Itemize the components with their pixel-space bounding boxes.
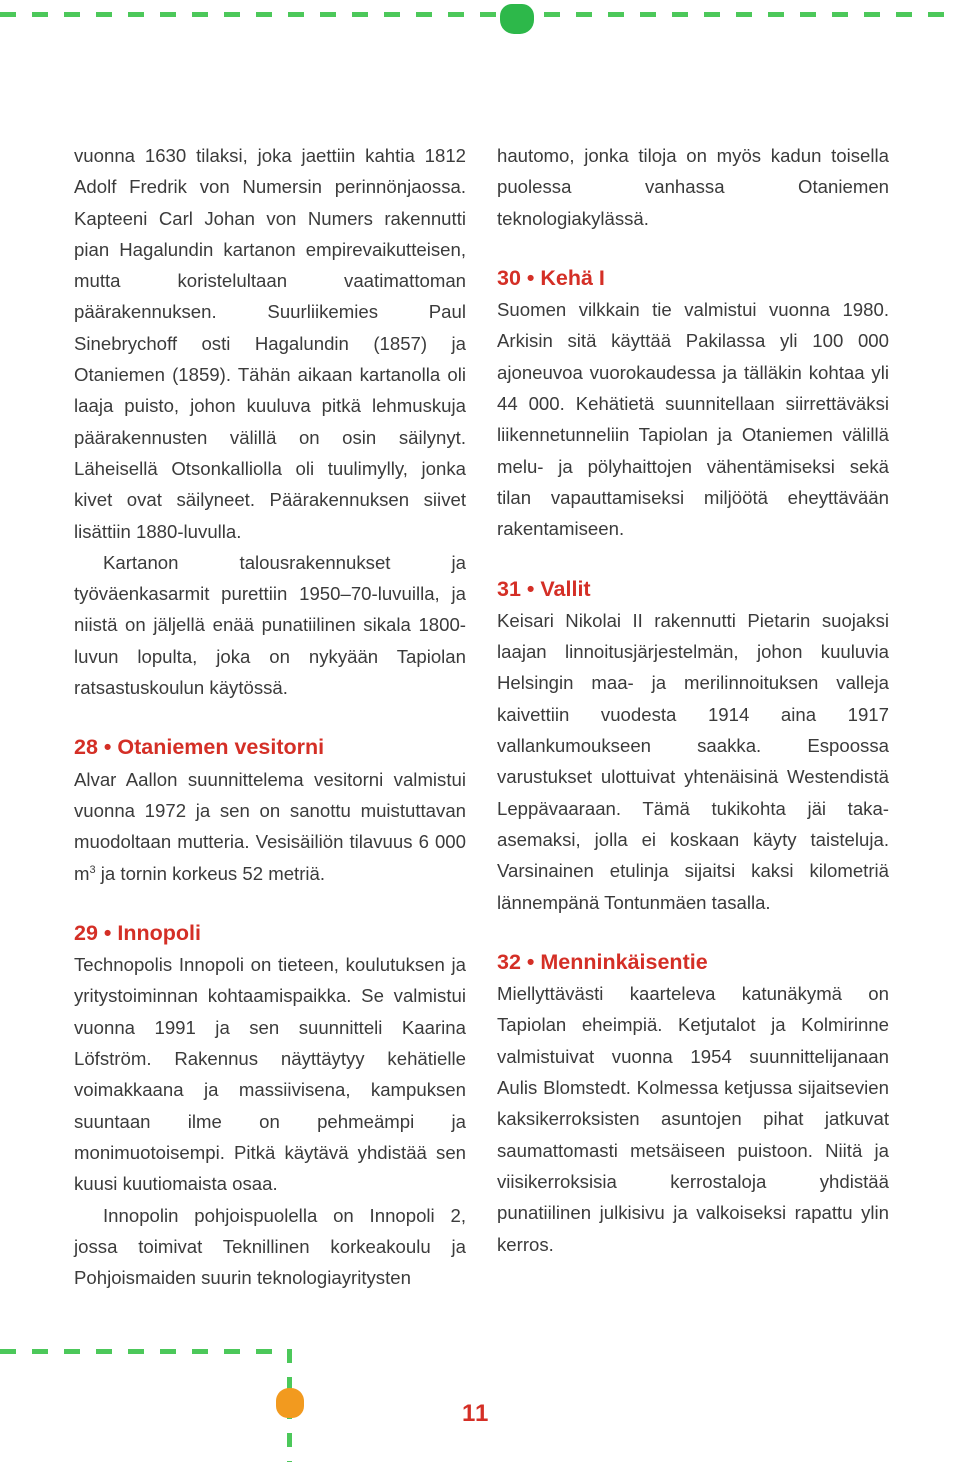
green-marker-decoration <box>500 4 534 34</box>
section-31-title: 31 • Vallit <box>497 576 591 601</box>
section-29-paragraph-2: Innopolin pohjoispuolella on Innopoli 2, jossa toimivat Teknillinen korkeakoulu ja Pohjoismaiden suurin teknologiayritysten <box>74 1204 466 1289</box>
section-30-title: 30 • Kehä I <box>497 265 605 290</box>
section-28-superscript: 3 <box>89 863 96 876</box>
right-column <box>497 140 889 1260</box>
continued-paragraph: hautomo, jonka tiloja on myös kadun toisella puolessa vanhassa Otaniemen teknologiakylässä. <box>497 145 889 229</box>
intro-paragraph-2: Kartanon talousrakennukset ja työväenkasarmit purettiin 1950–70-luvuilla, ja niistä on jäljellä enää punatiilinen sikala 1800-luvun lopulta, joka on nykyään Tapiolan ratsastuskoulun käytössä. <box>74 551 466 699</box>
section-28-title: 28 • Otaniemen vesitorni <box>74 735 325 760</box>
section-28-text-start: Alvar Aallon suunnittelema vesitorni valmistui vuonna 1972 ja sen on sanottu muistuttavan muodoltaan mutteria. Vesisäiliön tilavuus 6 000 m <box>74 768 466 884</box>
section-29-paragraph-1: Technopolis Innopoli on tieteen, koulutuksen ja yritystoiminnan kohtaamispaikka. Se valmistui vuonna 1991 ja sen suunnitteli Kaarina Löfström. Rakennus näyttäytyy kehätielle voimakkaana ja massiivisena, kampuksen suuntaan ilme on pehmeämpi ja monimuotoisempi. Pitkä käytävä yhdistää sen kuusi kuutiomaista osaa. <box>74 954 466 1195</box>
orange-marker-decoration <box>276 1388 304 1418</box>
intro-paragraph-1: vuonna 1630 tilaksi, joka jaettiin kahtia 1812 Adolf Fredrik von Numersin perinnönjaossa. Kapteeni Carl Johan von Numers rakennutti pian Hagalundin kartanon empirevaikutteisen, mutta koristelultaan vaatimattoman päärakennuksen. Suurliikemies Paul Sinebrychoff osti Hagalundin (1857) ja Otaniemen (1859). Tähän aikaan kartanolla oli laaja puisto, johon kuuluva pitkä lehmuskuja päärakennusten välillä on osin säilynyt. Läheisellä Otsonkalliolla oli tuulimylly, jonka kivet ovat säilyneet. Päärakennuksen siivet lisättiin 1880-luvulla. <box>74 145 466 542</box>
section-28-text <box>74 764 466 889</box>
section-30-text: Suomen vilkkain tie valmistui vuonna 1980. Arkisin sitä käyttää Pakilassa yli 100 000 ajoneuvoa vuorokaudessa ja tälläkin kohtaa yli 44 000. Kehätietä suunnitellaan siirrettäväksi liikennetunneliin Tapiolan ja Otaniemen välillä melu- ja pölyhaittojen vähentämiseksi sekä tilan vapauttamiseksi miljöötä eheyttävään rakentamiseen. <box>497 299 889 540</box>
left-column <box>74 140 466 1293</box>
section-32-title: 32 • Menninkäisentie <box>497 949 708 974</box>
section-31-text: Keisari Nikolai II rakennutti Pietarin suojaksi laajan linnoitusjärjestelmän, johon kuuluvia Helsingin maa- ja merilinnoituksen valleja kaivettiin vuodesta 1914 aina 1917 vallankumoukseen saakka. Espoossa varustukset ulottuivat yhtenäisinä Westendistä Leppävaaraan. Tämä tukikohta jäi taka-asemaksi, jolla ei koskaan käyty taisteluja. Varsinainen etulinja sijaitsi kaksi kilometriä lännempänä Tontunmäen tasalla. <box>497 609 889 913</box>
section-29-title: 29 • Innopoli <box>74 920 201 945</box>
section-32-text: Miellyttävästi kaarteleva katunäkymä on Tapiolan eheimpiä. Ketjutalot ja Kolmirinne valmistuivat vuonna 1954 suunnittelijanaan Aulis Blomstedt. Kolmessa ketjussa sijaitsevien kaksikerroksisten asuntojen pihat jatkuvat saumattomasti metsäiseen puistoon. Niitä ja viisikerroksisia kerrostaloja yhdistää punatiilinen julkisivu ja valkoiseksi rapattu ylin kerros. <box>497 983 889 1255</box>
section-28-text-end: ja tornin korkeus 52 metriä. <box>95 862 326 884</box>
page-number: 11 <box>462 1400 490 1427</box>
bottom-dashed-border <box>0 1349 290 1354</box>
top-dashed-border <box>0 12 960 17</box>
